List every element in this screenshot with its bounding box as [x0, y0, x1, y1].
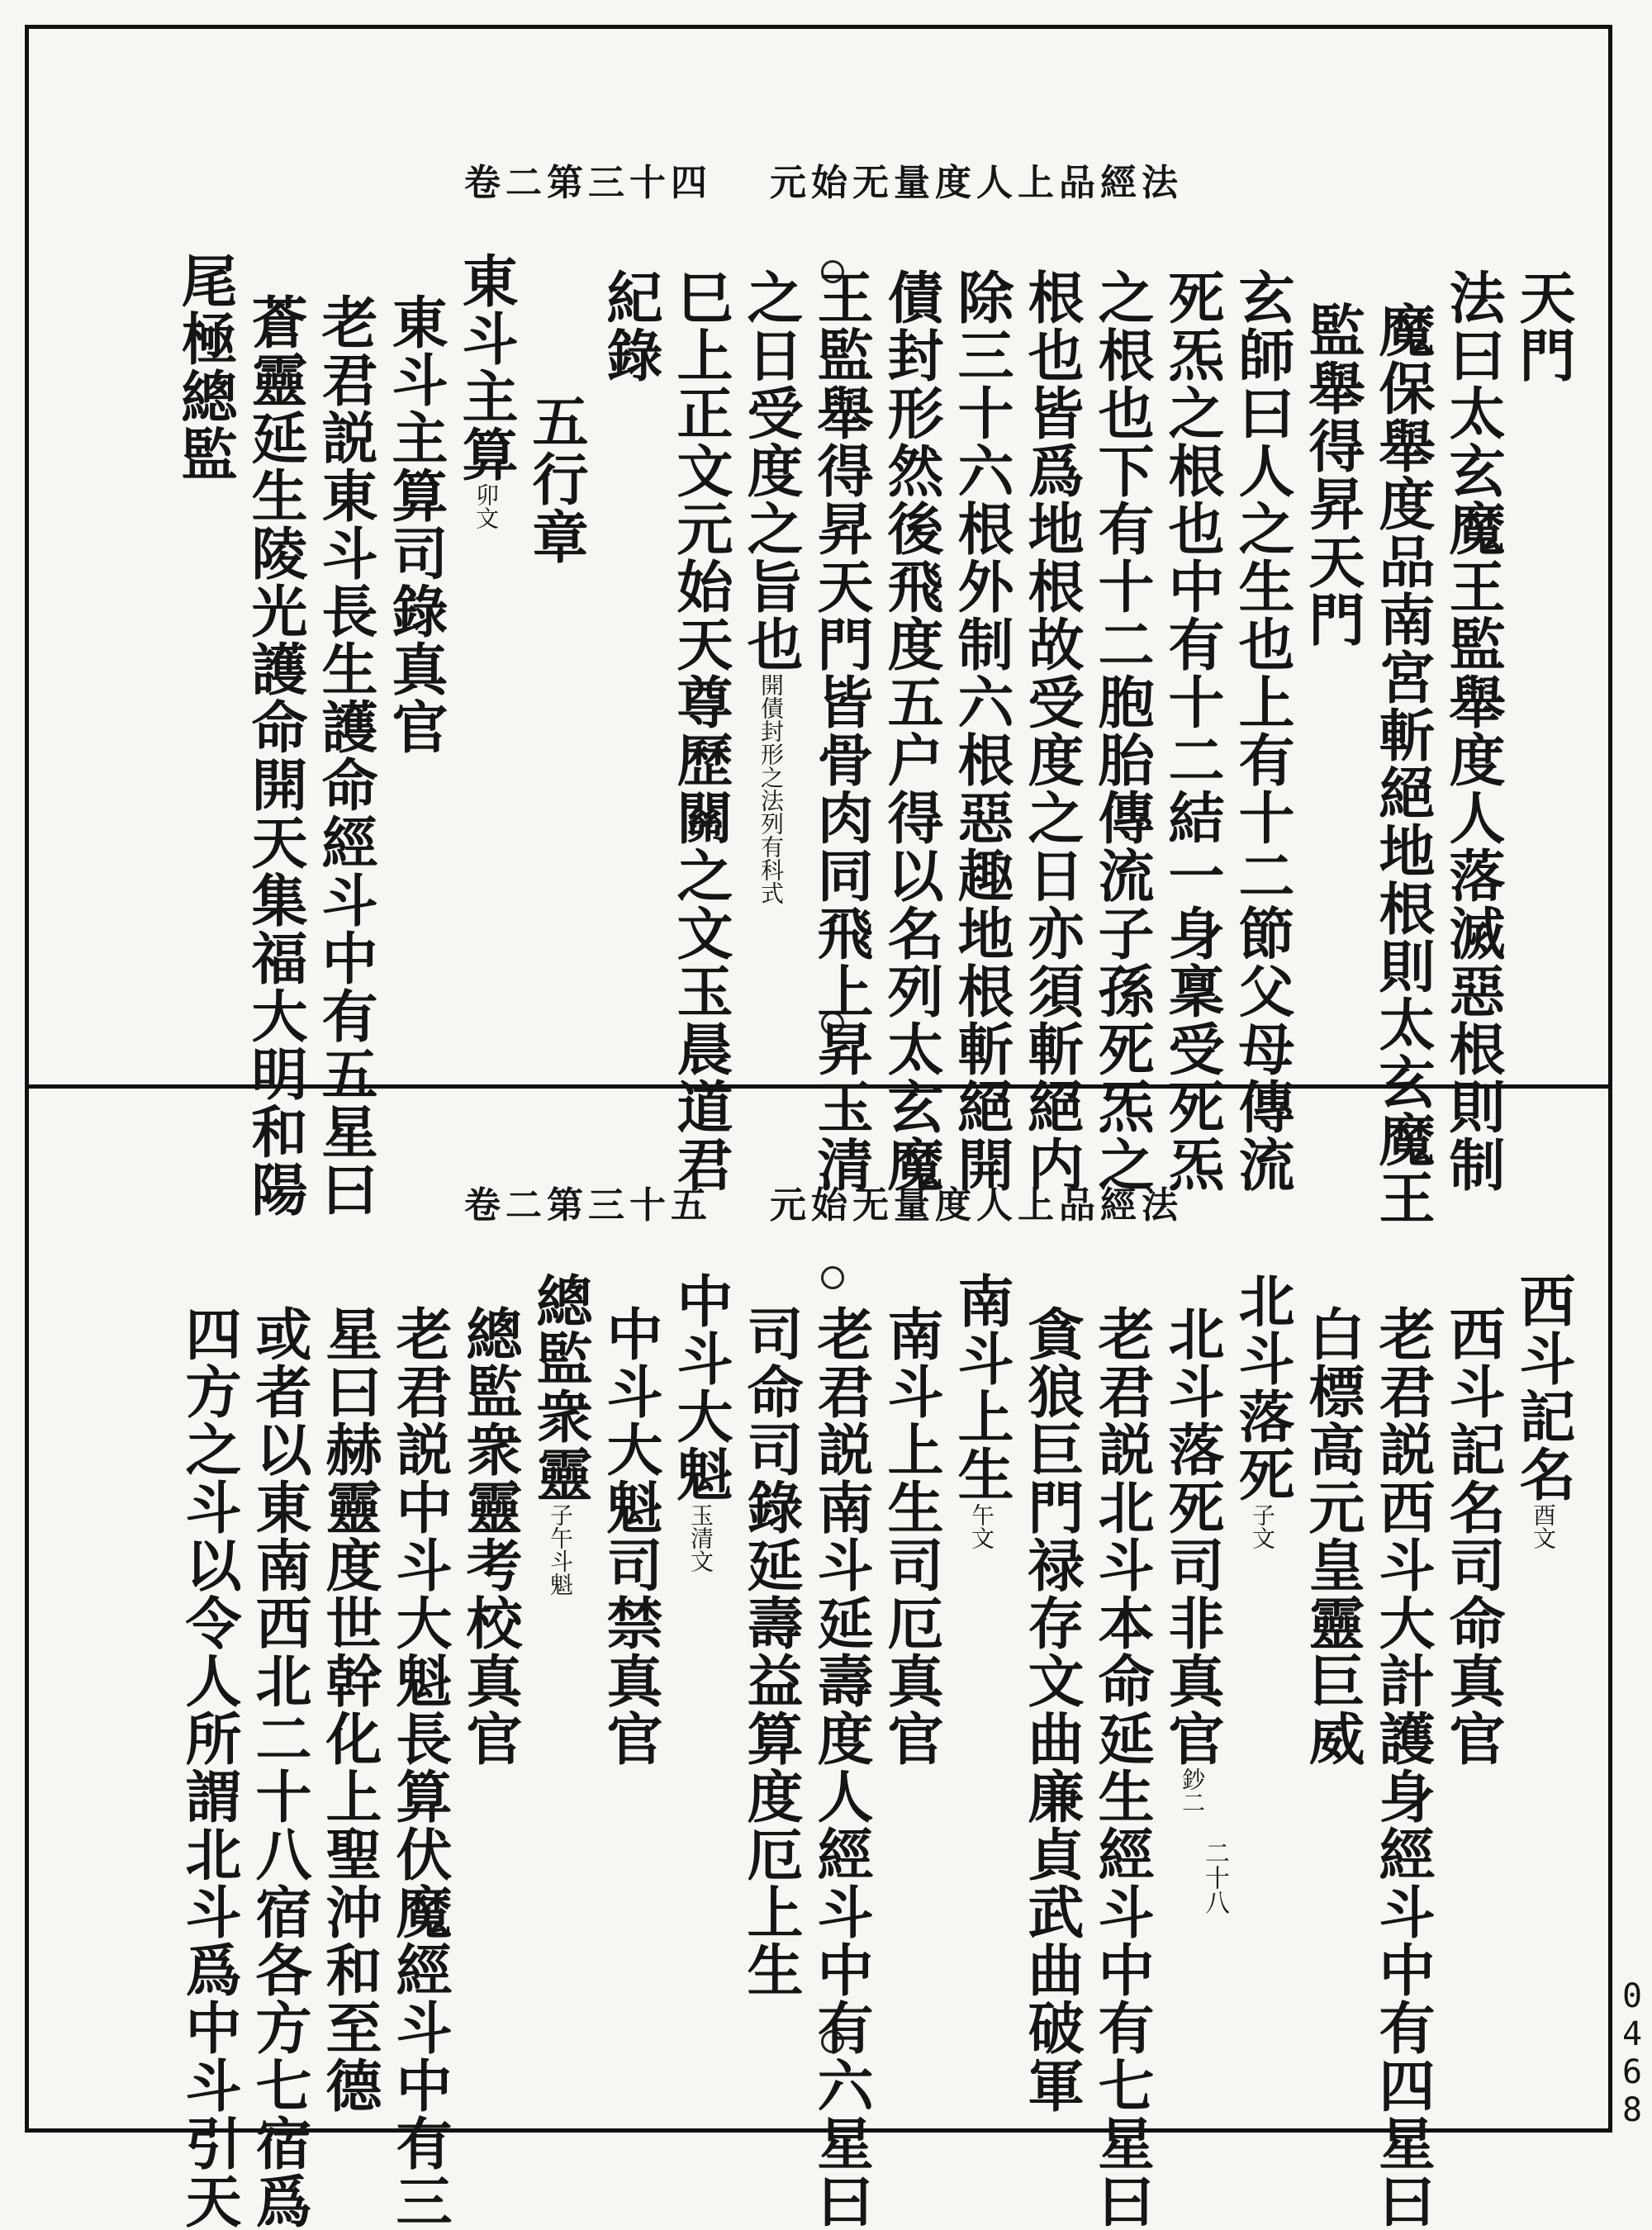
running-header-bottom: [464, 1175, 1183, 1228]
text-column: 法曰太玄魔王監舉度人落滅惡根則制: [1440, 268, 1506, 1193]
text-column: 老君説東斗長生護命經斗中有五星曰: [312, 293, 378, 1218]
note-line: 文: [687, 1549, 714, 1573]
interlinear-note: [757, 673, 787, 904]
text-column: 老君説北斗本命延生經斗中有七星曰: [1089, 1305, 1155, 2230]
text-column: [1159, 1305, 1225, 1814]
text-column: 尾極總監: [172, 252, 238, 483]
column-text: 南斗上生: [948, 1272, 1014, 1503]
text-column: 或者以東南西北二十八宿各方七宿爲: [246, 1305, 312, 2230]
column-text: 中斗大魁: [667, 1272, 733, 1503]
interlinear-note: [968, 1503, 998, 1549]
text-column: 巳上正文元始天尊歷關之文玉晨道君: [667, 268, 733, 1193]
column-text: 總監衆靈: [527, 1272, 593, 1503]
text-column: 南斗上生司厄真官: [878, 1305, 944, 1767]
text-column: 司命司錄延壽益算度厄上生: [738, 1305, 804, 1999]
header-volume: 卷二第三十五: [464, 1184, 712, 1226]
running-header-top: [464, 153, 1183, 206]
note-line: 玉清: [687, 1503, 714, 1549]
column-text: 西斗記名: [1510, 1272, 1576, 1503]
column-text: 北斗落死司非真官: [1159, 1305, 1225, 1767]
text-column: [527, 1272, 593, 1596]
text-column: 中斗大魁司禁真官: [597, 1305, 663, 1767]
text-column: 蒼靈延生陵光護命開天集福大明和陽: [242, 293, 308, 1218]
column-text: 北斗落死: [1229, 1272, 1295, 1503]
note-line: 卯文: [472, 483, 500, 529]
note-line: 子午: [547, 1503, 574, 1549]
note-line: 斗魁: [547, 1549, 574, 1596]
text-column: 債封形然後飛度五户得以名列太玄魔: [878, 268, 944, 1193]
text-column: 東斗主算司錄真官: [382, 293, 449, 756]
text-column: [738, 268, 804, 904]
interlinear-note: [472, 483, 502, 529]
column-text: 東斗主算: [453, 252, 519, 483]
text-column: 貪狼巨門禄存文曲廉貞武曲破軍: [1018, 1305, 1085, 2114]
text-column: [1229, 1272, 1295, 1549]
interlinear-note: [1530, 1503, 1559, 1549]
folio-number: 二十八: [1200, 1840, 1229, 1914]
text-column: 死炁之根也中有十二結一身稟受死炁: [1159, 268, 1225, 1193]
text-column: 玄師曰人之生也上有十二節父母傳流: [1229, 268, 1295, 1193]
text-column: 西斗記名司命真官: [1440, 1305, 1506, 1767]
interlinear-note: [687, 1503, 717, 1573]
text-column: 監舉得昇天門: [1299, 301, 1365, 648]
text-column: 白標高元皇靈巨威: [1299, 1305, 1365, 1767]
bottom-page: [29, 1089, 1608, 2230]
text-column: 之根也下有十二胞胎傳流子孫死炁之: [1089, 268, 1155, 1193]
note-line: 午文: [968, 1503, 995, 1549]
page-number-text: 0468: [1613, 1977, 1651, 2129]
text-column: [1510, 1272, 1576, 1549]
text-column: 老君説中斗大魁長算伏魔經斗中有三: [387, 1305, 453, 2230]
text-column: 老君説南斗延壽度人經斗中有六星曰: [808, 1305, 874, 2230]
text-column: 星曰赫靈度世幹化上聖沖和至德: [316, 1305, 382, 2114]
note-line: 鈔二: [1179, 1767, 1206, 1814]
text-column: 除三十六根外制六根惡趣地根斬絕開: [948, 268, 1014, 1193]
header-title: 元始无量度人上品經法: [770, 162, 1183, 204]
text-column: 天門: [1510, 268, 1576, 384]
note-line: 法列有科式: [757, 789, 785, 904]
text-column: 魔保舉度品南宮斬絕地根則太玄魔王: [1370, 301, 1436, 1226]
text-column: 四方之斗以令人所謂北斗爲中斗引天: [176, 1305, 242, 2230]
header-volume: 卷二第三十四: [464, 162, 712, 204]
text-column: 根也皆爲地根故受度之日亦須斬絕内: [1018, 268, 1085, 1193]
text-column: 總監衆靈考校真官: [457, 1305, 523, 1767]
section-mark-circle: [821, 1266, 844, 1289]
text-column: 紀錄: [597, 268, 663, 384]
note-line: 開債封形之: [757, 673, 785, 789]
column-text: 之日受度之旨也: [738, 268, 804, 673]
text-column: 王監舉得昇天門皆骨肉同飛上昇玉清: [808, 268, 874, 1193]
page-number: [1613, 1977, 1651, 2129]
note-line: 酉文: [1530, 1503, 1557, 1549]
text-column: [667, 1272, 733, 1573]
note-line: 子文: [1249, 1503, 1276, 1549]
interlinear-note: [547, 1503, 577, 1596]
text-column: [453, 252, 519, 529]
interlinear-note: [1249, 1503, 1279, 1549]
interlinear-note: [1179, 1767, 1208, 1814]
chapter-heading: 五行章: [523, 392, 589, 566]
header-title: 元始无量度人上品經法: [770, 1184, 1183, 1226]
text-column: [948, 1272, 1014, 1549]
text-column: 老君説西斗大計護身經斗中有四星曰: [1370, 1305, 1436, 2230]
